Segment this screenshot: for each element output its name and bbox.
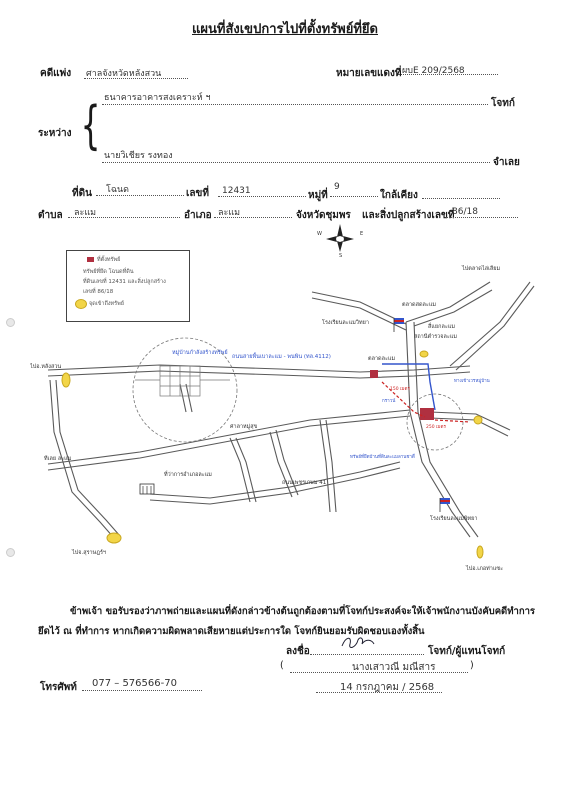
sign-line [310,654,424,655]
moo-label: หมู่ที่ [308,190,328,201]
plaintiff-role: โจทก์ [491,98,515,109]
moo-value: 9 [334,182,340,192]
tambon-value: ละแม [74,208,97,218]
building-number: 86/18 [452,207,478,217]
plaintiff-line [102,104,488,105]
legend-item: เลขที่ 86/18 [83,289,114,295]
amphoe-line [214,217,292,218]
building-label: และสิ่งปลูกสร้างเลขที่ [362,210,455,221]
label-distance1: 150 เมตร [390,387,410,392]
label-to-langsuan: ไปอ.หลังสวน [30,364,62,370]
label-police: สถานีตำรวจละแม [414,334,457,340]
plaintiff-name: ธนาคารอาคารสงเคราะห์ ฯ [104,93,211,103]
court-label: คดีแพ่ง [40,68,72,79]
label-target-road: ทางเข้าเวรหมู่บ้าน [454,379,490,384]
label-assets-note: ทรัพย์ที่ยึดบ้านที่ดินละแมลานชาตื่ [350,455,415,460]
brace: { [80,96,101,156]
signer-role: โจทก์/ผู้แทนโจทก์ [428,646,506,657]
label-ban: ศาลาหมู่สุข [230,424,258,430]
svg-text:S: S [339,253,343,258]
legend-item: ทรัพย์ที่ยึด โฉนดที่ดิน [83,269,134,275]
open-paren: ( [280,660,284,671]
label-village: หมู่บ้านกำลังสร้างทรัพย์ [172,350,228,356]
label-district-office: ที่ว่าการอำเภอละแม [164,472,212,478]
date: 14 กรกฎาคม / 2568 [340,682,435,693]
tambon-label: ตำบล [38,210,63,221]
court-name: ศาลจังหวัดหลังสวน [86,69,162,79]
label-to-surat: ไปจ.สุราษฎร์ฯ [72,550,106,556]
court-line [84,78,188,79]
declaration-line1: ข้าพเจ้า ขอรับรองว่าภาพถ่ายและแผนที่ดังกล่าวข้างต้นถูกต้องตามที่โจทก์ประสงค์จะให้เจ้าพนักงานบังคับคดีทำการ [70,606,536,617]
deed-number: 12431 [222,186,251,196]
government-building-icon [140,484,154,494]
land-label: ที่ดิน [72,188,92,199]
province-label: จังหวัดชุมพร [296,210,351,221]
signer-name: นางเสาวณี มณีสาร [352,662,436,673]
phone-number: 077 – 576566-70 [92,678,177,689]
legend-item: ที่ดินเลขที่ 12431 และสิ่งปลูกสร้าง [83,279,166,285]
svg-text:E: E [360,231,364,237]
legend-item: จุดเข้าถึงทรัพย์ [89,301,124,307]
between-label: ระหว่าง [38,128,72,139]
date-line [316,692,442,693]
defendant-role: จำเลย [493,157,520,168]
punch-hole [6,548,15,557]
case-number: ผบE 209/2568 [402,66,465,76]
location-map [30,262,550,580]
tambon-line [68,217,180,218]
label-school2: โรงเรียนละแมพิทยา [430,516,478,522]
compass-icon [312,222,368,258]
deed-number-line [218,196,306,197]
label-road-lamae: ทีเลย ละแม [44,456,72,462]
case-number-label: หมายเลขแดงที่ [336,68,402,79]
close-paren: ) [470,660,474,671]
label-to-laem: ไปตลาดไล่เลียม [462,266,501,272]
land-type: โฉนด [106,185,129,195]
label-school1: โรงเรียนละแมวิทยา [322,320,369,326]
page-title: แผนที่สังเขปการไปที่ตั้งทรัพย์ที่ยึด [192,22,378,37]
amphoe-label: อำเภอ [184,210,212,221]
label-intersection: สี่แยกละแม [428,324,455,330]
near-label: ใกล้เคียง [380,190,418,201]
label-town: ตลาดละแม [368,356,396,362]
label-market: ตลาดสดละแม [402,302,437,308]
signer-name-line [290,672,468,673]
legend-item: ที่ตั้งทรัพย์ [97,257,121,263]
label-to-thasae: ไปอ.เภอท่าแซะ [466,566,504,572]
label-road-name: ถนนสายพื้นเบาละแม - พนพิน (ทล.4112) [232,354,331,360]
near-line [422,198,500,199]
moo-line [330,196,378,197]
declaration-line2: ยึดไว้ ณ ที่ทำการ หากเกิดความผิดพลาดเสียหายแต่ประการใด โจทก์ยินยอมรับผิดชอบเองทั้งสิ้น [38,626,425,637]
punch-hole [6,318,15,327]
sign-label: ลงชื่อ [286,646,310,657]
school-flag-icon [440,498,450,512]
deed-number-label: เลขที่ [186,188,209,199]
defendant-name: นายวิเชียร รงทอง [104,151,173,161]
label-distance3: 250 เมตร [426,425,446,430]
label-road2: ถนนเพชรเกษม 41 [282,480,327,486]
phone-label: โทรศัพท์ [40,682,77,693]
land-type-line [96,195,184,196]
signature-image [338,632,378,652]
case-number-line [398,74,498,75]
defendant-line [102,162,490,163]
phone-line [82,690,202,691]
building-line [446,217,518,218]
amphoe-value: ละแม [218,208,241,218]
label-distance2: กราวน์ [382,399,396,404]
svg-text:W: W [317,231,322,237]
